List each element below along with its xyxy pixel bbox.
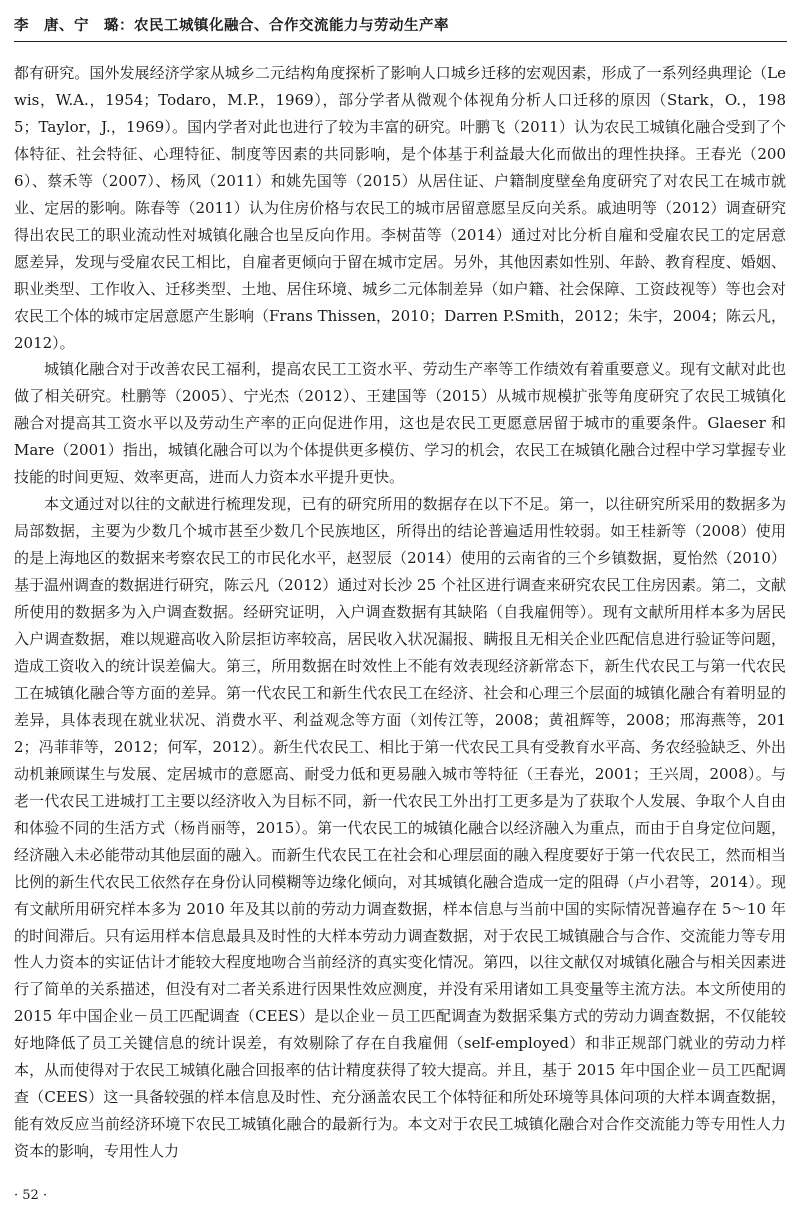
header-rule <box>14 41 787 42</box>
page-number: · 52 · <box>14 1188 48 1203</box>
paragraph-literature-factors: 都有研究。国外发展经济学家从城乡二元结构角度探析了影响人口城乡迁移的宏观因素，形成了一系列经典理论（Lewis，W.A.，1954；Todaro，M.P.，1969），部分学者从微观个体视角分析人口迁移的原因（Stark，O.，1985；Taylor，J.，1969）。国内学者对此也进行了较为丰富的研究。叶鹏飞（2011）认为农民工城镇化融合受到了个体特征、社会特征、心理特征、制度等因素的共同影响，是个体基于利益最大化而做出的理性抉择。王春光（2006）、蔡禾等（2007）、杨风（2011）和姚先国等（2015）从居住证、户籍制度壁垒角度研究了对农民工在城市就业、定居的影响。陈春等（2011）认为住房价格与农民工的城市居留意愿呈反向关系。戚迪明等（2012）调查研究得出农民工的职业流动性对城镇化融合也呈反向作用。李树苗等（2014）通过对比分析自雇和受雇农民工的定居意愿差异，发现与受雇农民工相比，自雇者更倾向于留在城市定居。另外，其他因素如性别、年龄、教育程度、婚姻、职业类型、工作收入、迁移类型、土地、居住环境、城乡二元体制差异（如户籍、社会保障、工资歧视等）等也会对农民工个体的城市定居意愿产生影响（Frans Thissen，2010；Darren P.Smith，2012；朱宇，2004；陈云凡，2012）。 <box>14 64 786 352</box>
body-text <box>14 60 786 1165</box>
running-header: 李 唐、宁 璐：农民工城镇化融合、合作交流能力与劳动生产率 <box>14 17 449 34</box>
paragraph-urbanization-benefits: 城镇化融合对于改善农民工福利，提高农民工工资水平、劳动生产率等工作绩效有着重要意义。现有文献对此也做了相关研究。杜鹏等（2005）、宁光杰（2012）、王建国等（2015）从城市规模扩张等角度研究了农民工城镇化融合对提高其工资水平以及劳动生产率的正向促进作用，这也是农民工更愿意居留于城市的重要条件。Glaeser 和 Mare（2001）指出，城镇化融合可以为个体提供更多模仿、学习的机会，农民工在城镇化融合过程中学习掌握专业技能的时间更短、效率更高，进而人力资本水平提升更快。 <box>14 360 786 487</box>
paragraph-data-limitations: 本文通过对以往的文献进行梳理发现，已有的研究所用的数据存在以下不足。第一，以往研究所采用的数据多为局部数据，主要为少数几个城市甚至少数几个民族地区，所得出的结论普遍适用性较弱。如王桂新等（2008）使用的是上海地区的数据来考察农民工的市民化水平，赵翌辰（2014）使用的云南省的三个乡镇数据，夏怡然（2010）基于温州调查的数据进行研究，陈云凡（2012）通过对长沙 25 个社区进行调查来研究农民工住房因素。第二，文献所使用的数据多为入户调查数据。经研究证明，入户调查数据有其缺陷（自我雇佣等）。现有文献所用样本多为居民入户调查数据，难以规避高收入阶层拒访率较高，居民收入状况漏报、瞒报且无相关企业匹配信息进行验证等问题，造成工资收入的统计误差偏大。第三，所用数据在时效性上不能有效表现经济新常态下，新生代农民工与第一代农民工在城镇化融合等方面的差异。第一代农民工和新生代农民工在经济、社会和心理三个层面的城镇化融合有着明显的差异，具体表现在就业状况、消费水平、利益观念等方面（刘传江等，2008；黄祖辉等，2008；邢海燕等，2012；冯菲菲等，2012；何军，2012）。新生代农民工、相比于第一代农民工具有受教育水平高、务农经验缺乏、外出动机兼顾谋生与发展、定居城市的意愿高、耐受力低和更易融入城市等特征（王春光，2001；王兴周，2008）。与老一代农民工进城打工主要以经济收入为目标不同，新一代农民工外出打工更多是为了获取个人发展、争取个人自由和体验不同的生活方式（杨肖丽等，2015）。第一代农民工的城镇化融合以经济融入为重点，而由于自身定位问题，经济融入未必能带动其他层面的融入。而新生代农民工在社会和心理层面的融入程度要好于第一代农民工，然而相当比例的新生代农民工依然存在身份认同模糊等边缘化倾向，对其城镇化融合造成一定的阻碍（卢小君等，2014）。现有文献所用研究样本多为 2010 年及其以前的劳动力调查数据，样本信息与当前中国的实际情况普遍存在 5～10 年的时间滞后。只有运用样本信息最具及时性的大样本劳动力调查数据，对于农民工城镇融合与合作、交流能力等专用性人力资本的实证估计才能较大程度地吻合当前经济的真实变化情况。第四，以往文献仅对城镇化融合与相关因素进行了简单的关系描述，但没有对二者关系进行因果性效应测度，并没有采用诸如工具变量等主流方法。本文所使用的 2015 年中国企业－员工匹配调查（CEES）是以企业－员工匹配调查为数据采集方式的劳动力调查数据，不仅能较好地降低了员工关键信息的统计误差，有效剔除了存在自我雇佣（self-employed）和非正规部门就业的劳动力样本，从而使得对于农民工城镇化融合回报率的估计精度获得了较大提高。并且，基于 2015 年中国企业－员工匹配调查（CEES）这一具备较强的样本信息及时性、充分涵盖农民工个体特征和所处环境等具体问项的大样本调查数据，能有效反应当前经济环境下农民工城镇化融合的最新行为。本文对于农民工城镇化融合对合作交流能力等专用性人力资本的影响，专用性人力 <box>14 495 786 1161</box>
